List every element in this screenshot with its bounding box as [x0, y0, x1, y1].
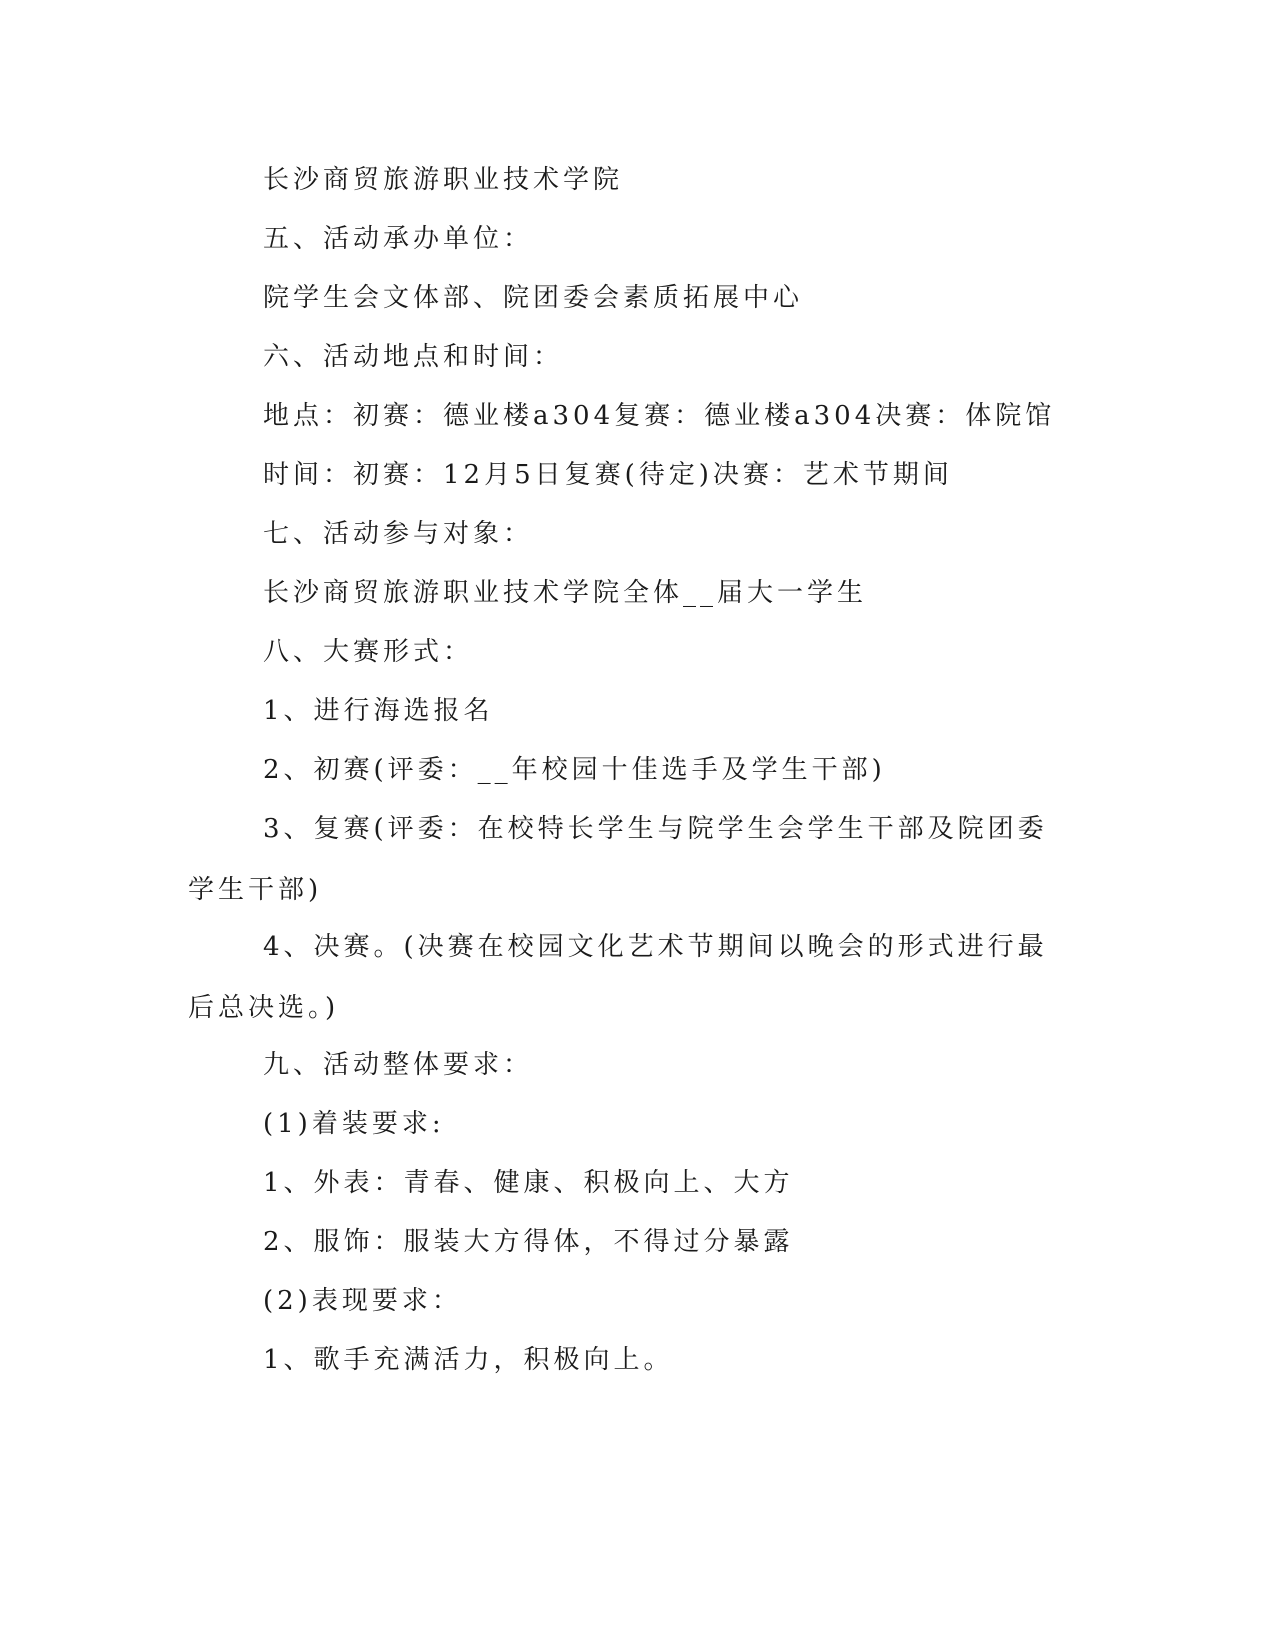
- paragraph-participants: 长沙商贸旅游职业技术学院全体__届大一学生: [263, 578, 868, 608]
- paragraph-organizer-units: 院学生会文体部、院团委会素质拓展中心: [263, 283, 804, 313]
- heading-format: 八、大赛形式：: [263, 637, 474, 667]
- list-item-preliminary: 2、初赛(评委：__年校园十佳选手及学生干部): [263, 755, 886, 785]
- paragraph-venue: 地点：初赛：德业楼a304复赛：德业楼a304决赛：体院馆: [263, 401, 1056, 431]
- heading-participants: 七、活动参与对象：: [263, 519, 534, 549]
- list-item-clothing: 2、服饰：服装大方得体，不得过分暴露: [263, 1227, 794, 1257]
- heading-requirements: 九、活动整体要求：: [263, 1050, 534, 1080]
- list-item-registration: 1、进行海选报名: [263, 696, 494, 726]
- heading-venue-time: 六、活动地点和时间：: [263, 342, 564, 372]
- list-item-semifinal: 3、复赛(评委：在校特长学生与院学生会学生干部及院团委学生干部): [188, 814, 1048, 905]
- paragraph-school-name: 长沙商贸旅游职业技术学院: [263, 165, 624, 195]
- list-item-energy: 1、歌手充满活力，积极向上。: [263, 1345, 674, 1375]
- subheading-dress-code: (1)着装要求:: [263, 1109, 445, 1139]
- list-item-final: 4、决赛。(决赛在校园文化艺术节期间以晚会的形式进行最后总决选。): [188, 932, 1048, 1023]
- paragraph-time: 时间：初赛：12月5日复赛(待定)决赛：艺术节期间: [263, 460, 953, 490]
- heading-organizer: 五、活动承办单位：: [263, 224, 534, 254]
- subheading-performance: (2)表现要求：: [263, 1286, 462, 1316]
- list-item-appearance: 1、外表：青春、健康、积极向上、大方: [263, 1168, 794, 1198]
